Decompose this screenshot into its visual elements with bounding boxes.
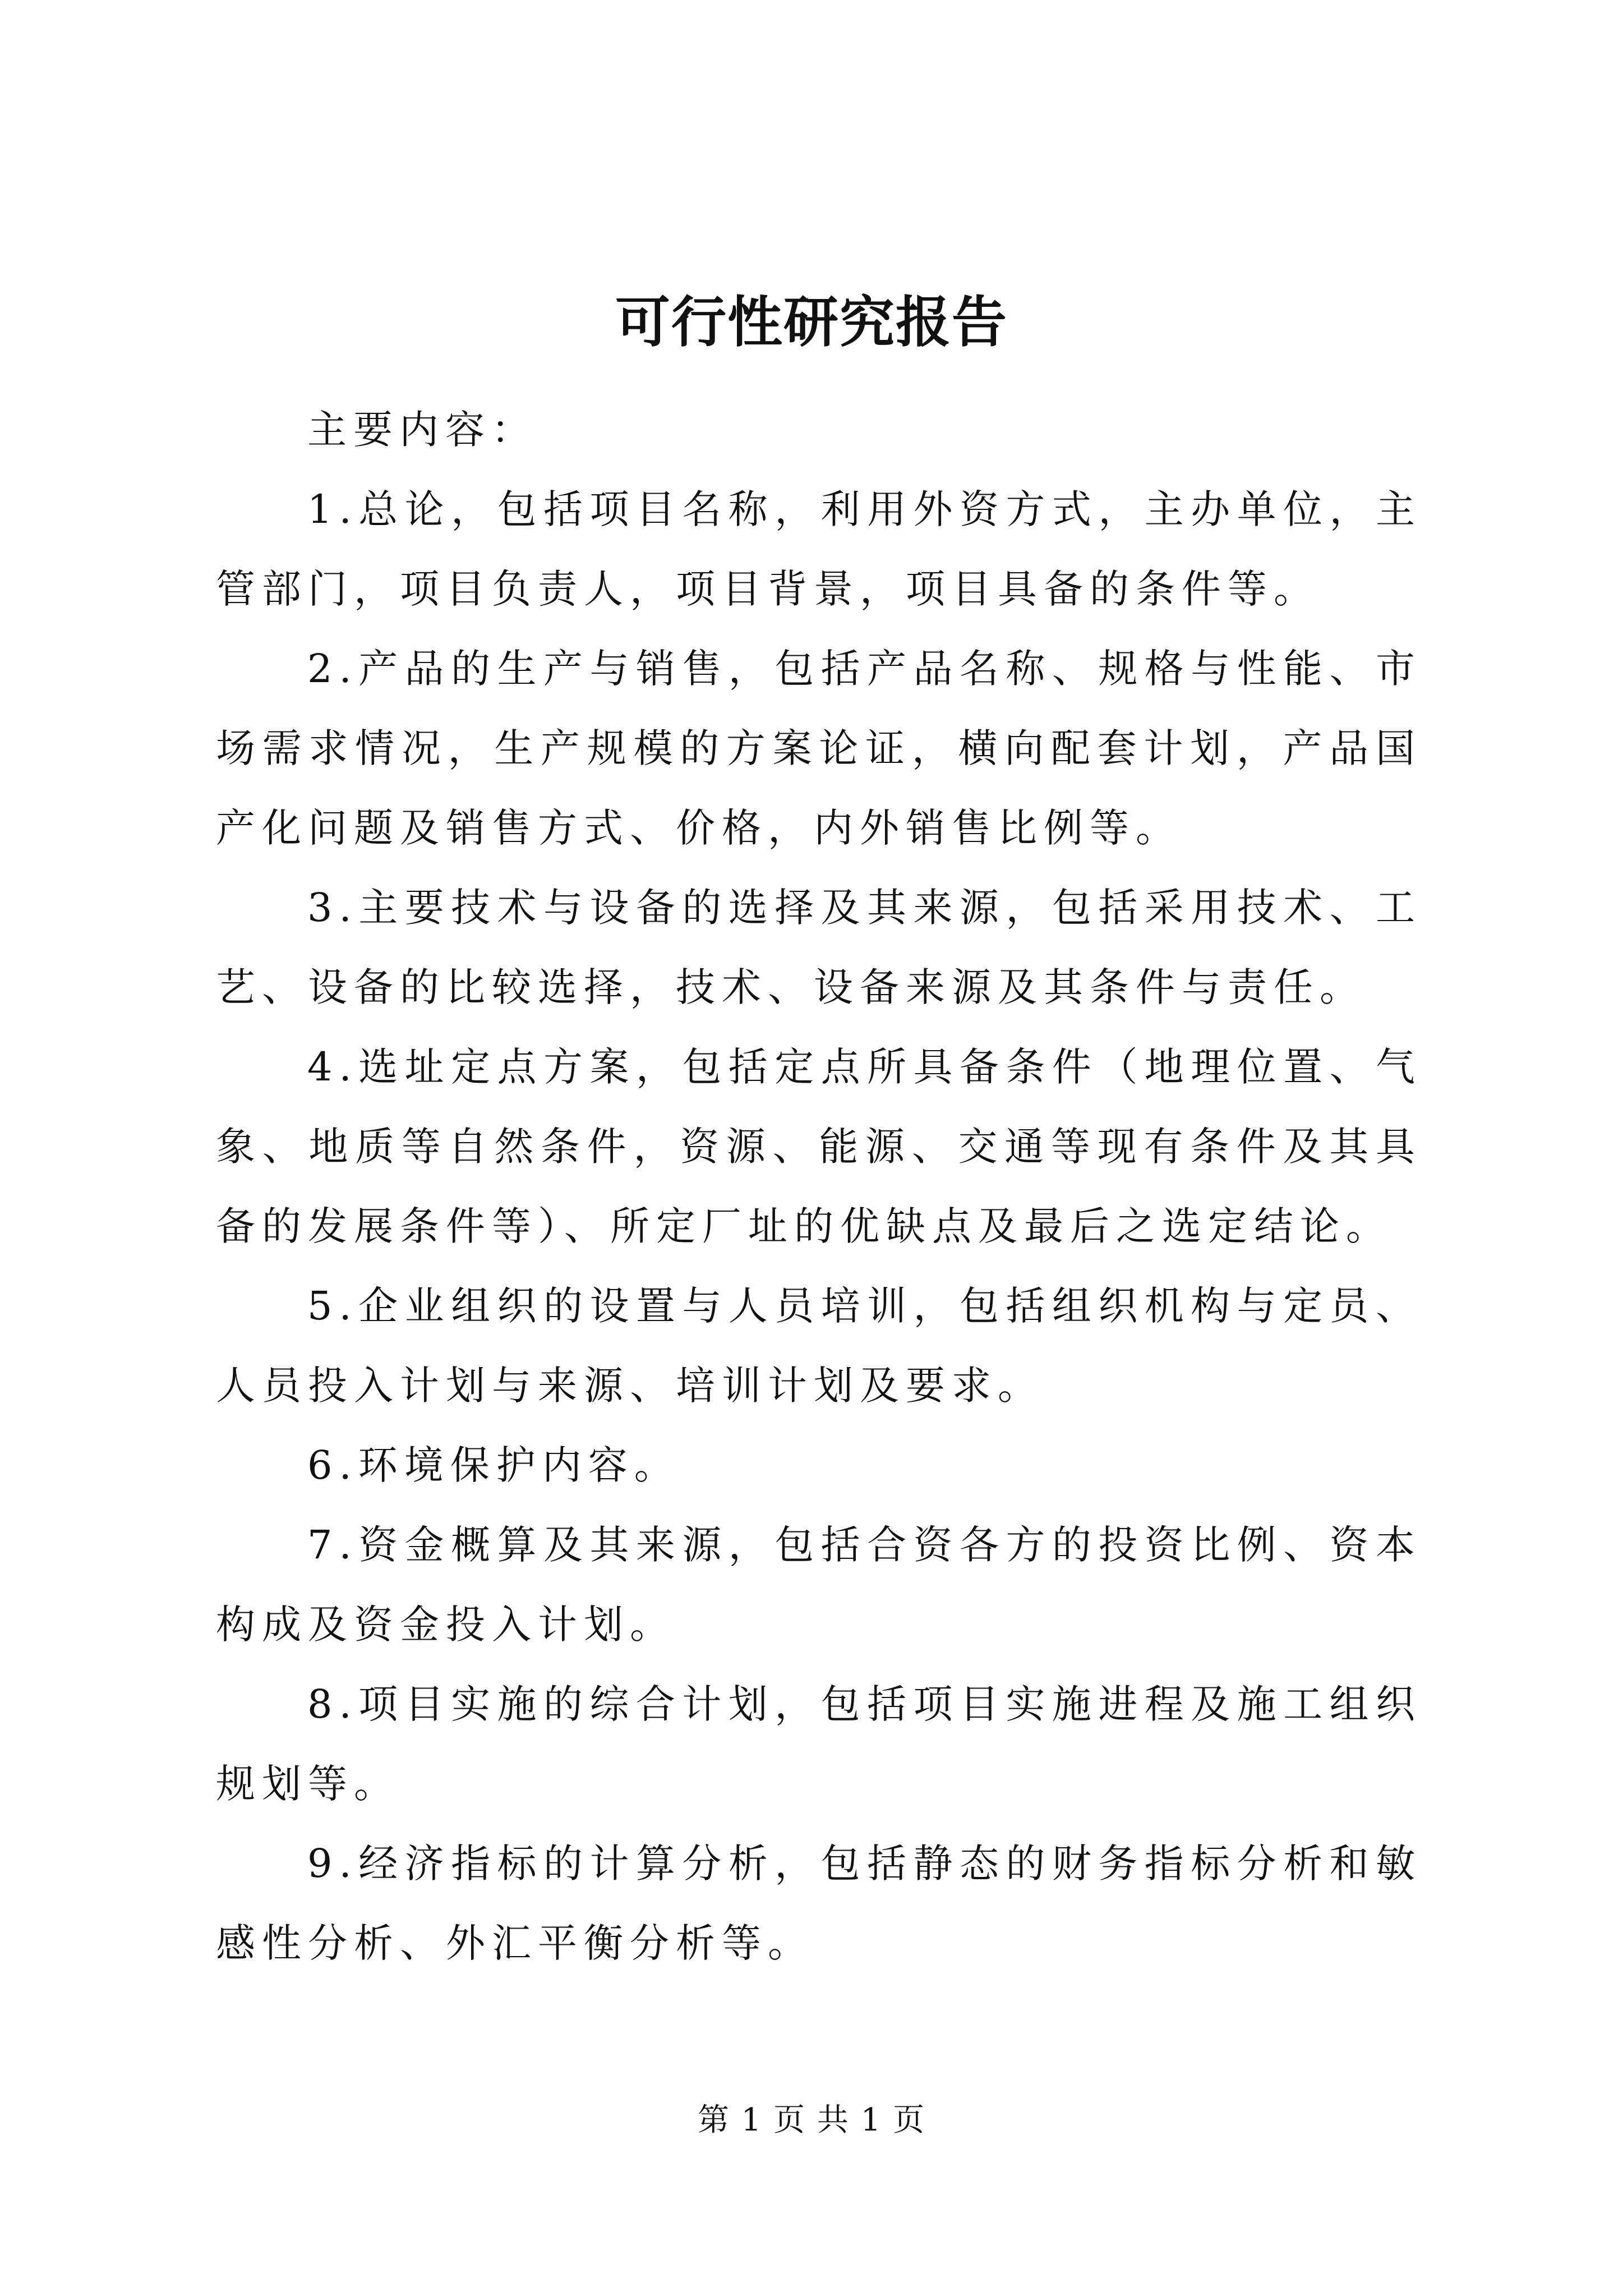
paragraph-1: 1.总论，包括项目名称，利用外资方式，主办单位，主管部门，项目负责人，项目背景，项目具备的条件等。 [216, 486, 1422, 612]
paragraph-9: 9.经济指标的计算分析，包括静态的财务指标分析和敏感性分析、外汇平衡分析等。 [216, 1841, 1422, 1966]
paragraph-4: 4.选址定点方案，包括定点所具备条件（地理位置、气象、地质等自然条件，资源、能源、交通等现有条件及其具备的发展条件等）、所定厂址的优缺点及最后之选定结论。 [216, 1044, 1422, 1249]
page-footer: 第 1 页 共 1 页 [697, 2102, 926, 2138]
paragraph-2: 2.产品的生产与销售，包括产品名称、规格与性能、市场需求情况，生产规模的方案论证，横向配套计划，产品国产化问题及销售方式、价格，内外销售比例等。 [216, 646, 1422, 851]
section-heading: 主要内容： [307, 407, 537, 453]
paragraph-3: 3.主要技术与设备的选择及其来源，包括采用技术、工艺、设备的比较选择，技术、设备来源及其条件与责任。 [216, 885, 1422, 1010]
paragraph-5: 5.企业组织的设置与人员培训，包括组织机构与定员、人员投入计划与来源、培训计划及要求。 [216, 1283, 1422, 1409]
paragraph-8: 8.项目实施的综合计划，包括项目实施进程及施工组织规划等。 [216, 1681, 1422, 1807]
paragraph-6: 6.环境保护内容。 [307, 1442, 680, 1488]
document-body [216, 390, 1422, 1983]
document-title: 可行性研究报告 [615, 290, 1008, 355]
paragraph-7: 7.资金概算及其来源，包括合资各方的投资比例、资本构成及资金投入计划。 [216, 1522, 1422, 1648]
